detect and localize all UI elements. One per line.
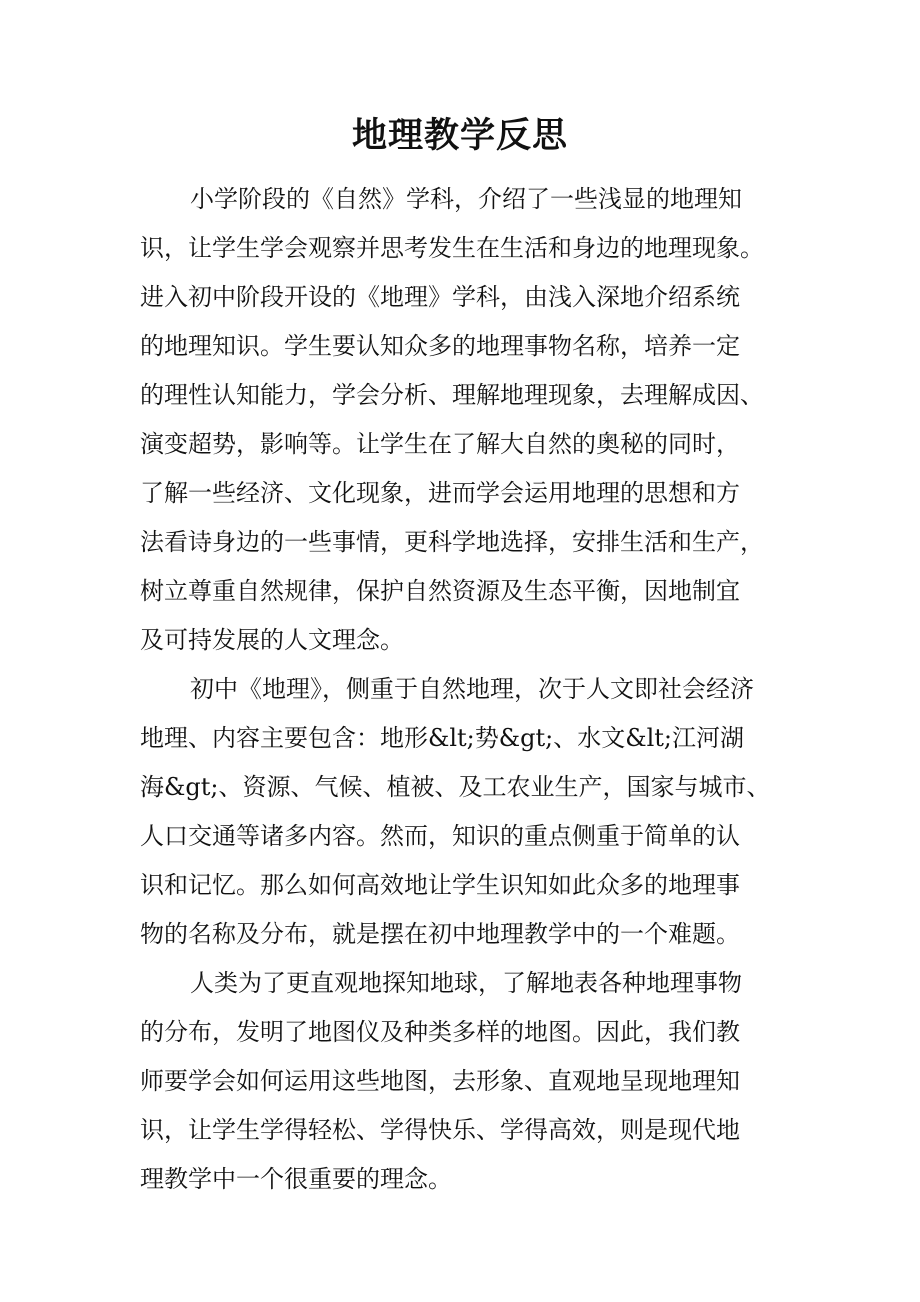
paragraph-2-line: 物的名称及分布，就是摆在初中地理教学中的一个难题。 <box>140 920 740 948</box>
paragraph-1-line: 树立尊重自然规律，保护自然资源及生态平衡，因地制宜 <box>140 577 740 605</box>
paragraph-3-line: 师要学会如何运用这些地图，去形象、直观地呈现地理知 <box>140 1067 740 1095</box>
paragraph-1-line: 了解一些经济、文化现象，进而学会运用地理的思想和方 <box>140 479 740 507</box>
paragraph-2-line: 海&gt;、资源、气候、植被、及工农业生产，国家与城市、 <box>140 773 771 801</box>
paragraph-2-line: 初中《地理》，侧重于自然地理，次于人文即社会经济 <box>190 675 754 703</box>
paragraph-1-line: 识，让学生学会观察并思考发生在生活和身边的地理现象。 <box>140 234 764 262</box>
document-title: 地理教学反思 <box>351 115 568 156</box>
paragraph-1-line: 进入初中阶段开设的《地理》学科，由浅入深地介绍系统 <box>140 283 740 311</box>
paragraph-1-line: 的地理知识。学生要认知众多的地理事物名称，培养一定 <box>140 332 740 360</box>
paragraph-1-line: 演变超势，影响等。让学生在了解大自然的奥秘的同时， <box>140 430 740 458</box>
paragraph-3-line: 的分布，发明了地图仪及种类多样的地图。因此，我们教 <box>140 1018 740 1046</box>
paragraph-1-line: 的理性认知能力，学会分析、理解地理现象，去理解成因、 <box>140 381 764 409</box>
paragraph-1-line: 及可持发展的人文理念。 <box>140 626 404 654</box>
paragraph-2-line: 地理、内容主要包含：地形&lt;势&gt;、水文&lt;江河湖 <box>140 724 744 752</box>
paragraph-2-line: 人口交通等诸多内容。然而，知识的重点侧重于简单的认 <box>140 822 740 850</box>
paragraph-3-line: 理教学中一个很重要的理念。 <box>140 1165 452 1193</box>
paragraph-1-line: 小学阶段的《自然》学科，介绍了一些浅显的地理知 <box>190 185 742 213</box>
paragraph-3-line: 人类为了更直观地探知地球，了解地表各种地理事物 <box>190 969 742 997</box>
paragraph-1-line: 法看诗身边的一些事情，更科学地选择，安排生活和生产， <box>140 528 764 556</box>
paragraph-2-line: 识和记忆。那么如何高效地让学生识知如此众多的地理事 <box>140 871 740 899</box>
paragraph-3-line: 识，让学生学得轻松、学得快乐、学得高效，则是现代地 <box>140 1116 740 1144</box>
